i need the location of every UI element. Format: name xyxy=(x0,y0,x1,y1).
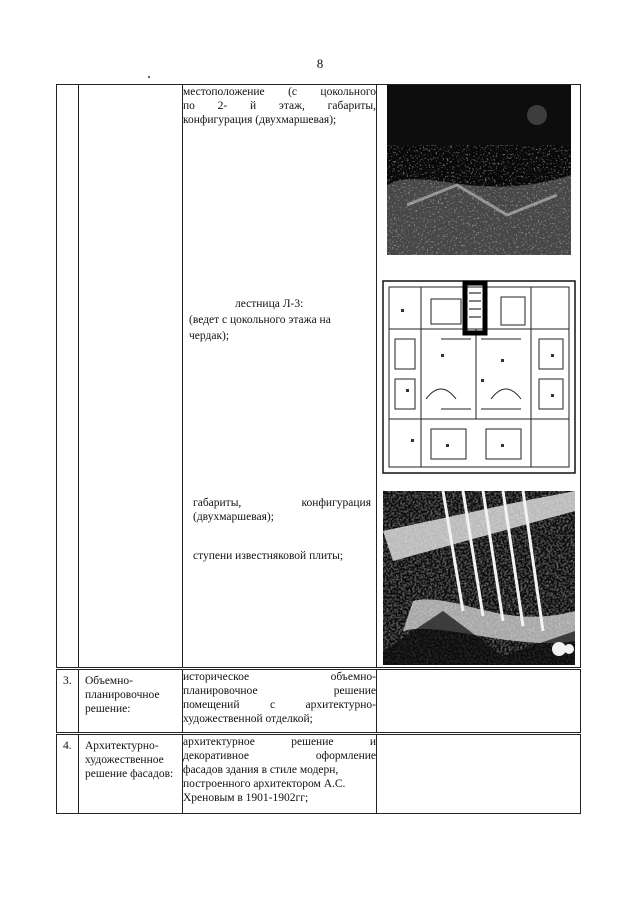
steps-text: ступени известняковой плиты; xyxy=(193,550,344,562)
row-name-line: решение фасадов: xyxy=(85,768,174,780)
row-name xyxy=(79,670,182,716)
staircase-title: лестница Л-3: xyxy=(235,298,304,310)
desc-line: по 2- й этаж, габариты, xyxy=(183,100,376,112)
row-description-cell xyxy=(183,85,377,669)
photo-staircase-top xyxy=(387,85,571,255)
row-description-cell xyxy=(183,734,377,814)
row-number-cell xyxy=(57,734,79,814)
desc-line: планировочное решение xyxy=(183,685,376,697)
row-image-cell xyxy=(377,734,581,814)
row-number: 3. xyxy=(63,675,72,687)
desc-line: декоративное оформление xyxy=(183,750,376,762)
row-name-line: Объемно- xyxy=(85,675,133,687)
row-name-line: решение: xyxy=(85,703,131,715)
stray-dot xyxy=(148,76,150,78)
desc-line: местоположение (с цокольного xyxy=(183,86,376,98)
row-name-line: Архитектурно- xyxy=(85,740,159,752)
staircase-text: чердак); xyxy=(189,330,230,342)
desc-line: историческое объемно- xyxy=(183,671,376,683)
desc-line: архитектурное решение и xyxy=(183,736,376,748)
row-image-cell xyxy=(377,669,581,734)
table-row xyxy=(57,85,581,669)
desc-line: Хреновым в 1901-1902гг; xyxy=(183,792,309,804)
row-name xyxy=(79,735,182,781)
desc-line: помещений с архитектурно- xyxy=(183,699,376,711)
dims-text: габариты, конфигурация xyxy=(193,497,371,509)
desc-line: художественной отделкой; xyxy=(183,713,313,725)
row-name-line: планировочное xyxy=(85,689,160,701)
desc-line: фасадов здания в стиле модерн, xyxy=(183,764,339,776)
row-name-cell xyxy=(79,669,183,734)
row-image-cell xyxy=(377,85,581,669)
page-number: 8 xyxy=(316,56,324,71)
table-row xyxy=(57,734,581,814)
row-number-cell xyxy=(57,85,79,669)
row-description-cell xyxy=(183,669,377,734)
row-name-cell xyxy=(79,85,183,669)
staircase-text: (ведет с цокольного этажа на xyxy=(189,314,331,326)
desc-line: построенного архитектором А.С. xyxy=(183,778,346,790)
document-table xyxy=(56,84,581,814)
row-name-cell xyxy=(79,734,183,814)
table-row xyxy=(57,669,581,734)
row-name-line: художественное xyxy=(85,754,164,766)
row-number-cell xyxy=(57,669,79,734)
photo-staircase-railing xyxy=(383,491,575,665)
desc-line: конфигурация (двухмаршевая); xyxy=(183,114,337,126)
floor-plan xyxy=(381,279,577,475)
dims-text: (двухмаршевая); xyxy=(193,511,274,523)
row-number: 4. xyxy=(63,740,72,752)
